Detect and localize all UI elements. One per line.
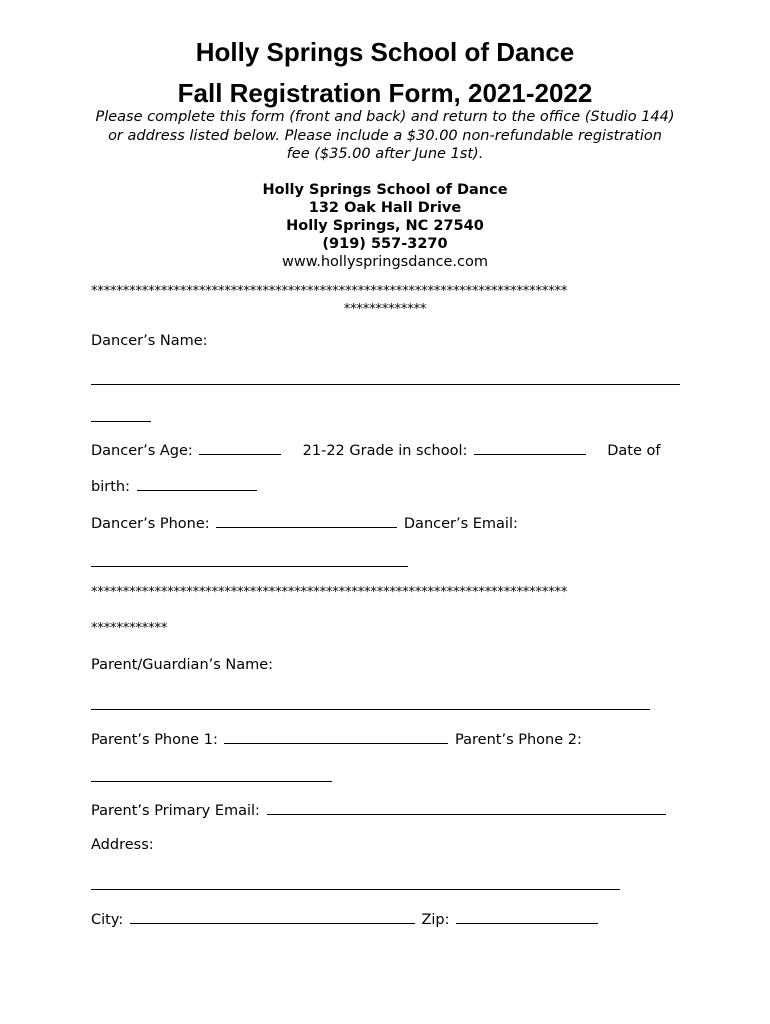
school-phone: (919) 557-3270 xyxy=(322,236,448,252)
address-label: Address: xyxy=(91,837,154,853)
parent-phone-row xyxy=(91,729,582,749)
parent-email-row xyxy=(91,800,668,820)
dancer-age-grade-row xyxy=(91,440,660,460)
separator-line-tail: ************* xyxy=(343,302,427,317)
address-field[interactable] xyxy=(91,889,620,890)
parent-email-label: Parent’s Primary Email: xyxy=(91,803,260,819)
parent-phone1-field[interactable] xyxy=(224,729,448,744)
form-subtitle: Fall Registration Form, 2021-2022 xyxy=(177,78,593,108)
dancer-phone-field[interactable] xyxy=(216,513,397,528)
zip-field[interactable] xyxy=(456,909,598,924)
instructions-text: Please complete this form (front and back) and return to the office (Studio 144) or address listed below. Please include a $30.00 non-refundable registration fee ($35.00 after June 1st). xyxy=(95,109,675,162)
dancer-age-field[interactable] xyxy=(199,440,281,455)
separator-line: *************************************************************************** xyxy=(91,284,568,299)
school-website: www.hollyspringsdance.com xyxy=(281,254,488,270)
dancer-name-field-continued[interactable] xyxy=(91,421,151,422)
city-zip-row xyxy=(91,909,600,929)
dancer-contact-row xyxy=(91,513,518,533)
parent-name-label: Parent/Guardian’s Name: xyxy=(91,657,274,673)
dancer-name-field[interactable] xyxy=(91,384,680,385)
separator-line-2: *************************************************************************** xyxy=(91,585,568,600)
grade-label: 21-22 Grade in school: xyxy=(302,443,468,459)
zip-label: Zip: xyxy=(421,912,450,928)
dob-label: Date of xyxy=(607,443,661,459)
dancer-age-label: Dancer’s Age: xyxy=(91,443,193,459)
parent-name-field[interactable] xyxy=(91,709,650,710)
parent-email-field[interactable] xyxy=(267,800,666,815)
parent-phone2-label: Parent’s Phone 2: xyxy=(455,732,582,748)
separator-line-2-tail: ************ xyxy=(91,621,168,636)
city-label: City: xyxy=(91,912,124,928)
school-city-state-zip: Holly Springs, NC 27540 xyxy=(286,218,484,234)
school-name: Holly Springs School of Dance xyxy=(262,182,508,198)
city-field[interactable] xyxy=(130,909,415,924)
dancer-email-field[interactable] xyxy=(91,566,408,567)
parent-phone1-label: Parent’s Phone 1: xyxy=(91,732,218,748)
grade-field[interactable] xyxy=(474,440,586,455)
school-street: 132 Oak Hall Drive xyxy=(308,200,462,216)
dob-label-end: birth: xyxy=(91,479,130,495)
dob-row xyxy=(91,476,259,496)
parent-phone2-field[interactable] xyxy=(91,781,332,782)
dob-field[interactable] xyxy=(137,476,257,491)
dancer-email-label: Dancer’s Email: xyxy=(403,516,518,532)
dancer-phone-label: Dancer’s Phone: xyxy=(91,516,210,532)
form-title: Holly Springs School of Dance xyxy=(195,37,575,67)
dancer-name-label: Dancer’s Name: xyxy=(91,333,208,349)
